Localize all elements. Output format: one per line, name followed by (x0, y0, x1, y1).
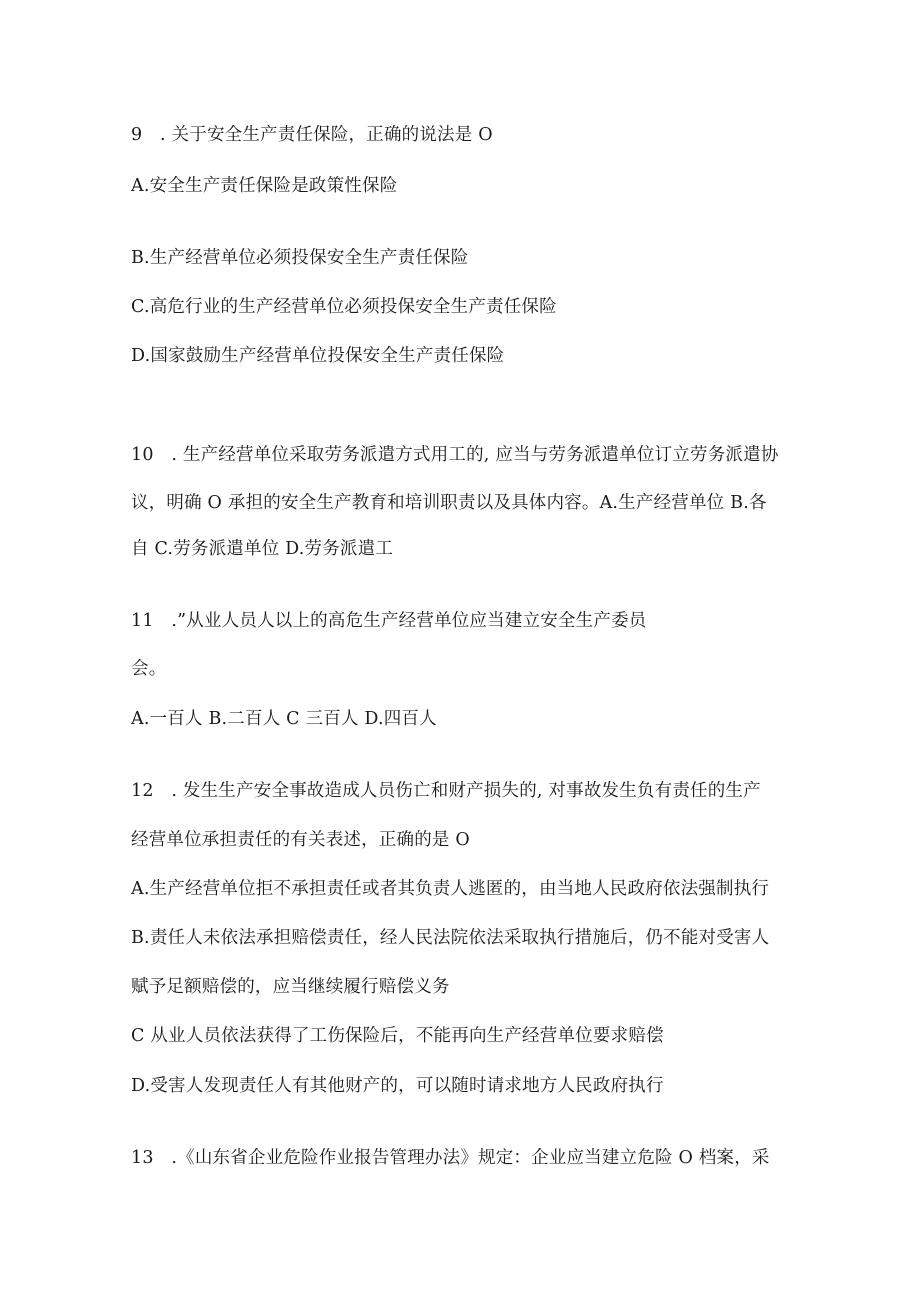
question-11-line-2: 会。 (131, 659, 167, 679)
question-12-option-c: C 从业人员依法获得了工伤保险后，不能再向生产经营单位要求赔偿 (131, 1026, 664, 1046)
question-9-option-b: B.生产经营单位必须投保安全生产责任保险 (131, 248, 469, 268)
question-9-option-c: C.高危行业的生产经营单位必须投保安全生产责任保险 (131, 297, 557, 317)
question-12-option-b-line-1: B.责任人未依法承担赔偿责任，经人民法院依法采取执行措施后，仍不能对受害人 (131, 928, 770, 948)
question-10-line-3: 自 C.劳务派遣单位 D.劳务派遣工 (131, 539, 394, 559)
question-12-line-2: 经营单位承担责任的有关表述，正确的是 O (131, 830, 470, 850)
question-11-line-1: 11 .”从业人员人以上的高危生产经营单位应当建立安全生产委员 (131, 611, 647, 631)
question-13-line-1: 13 .《山东省企业危险作业报告管理办法》规定：企业应当建立危险 O 档案，采 (131, 1148, 770, 1168)
question-9-stem: 9 . 关于安全生产责任保险，正确的说法是 O (131, 125, 493, 145)
question-9-option-a: A.安全生产责任保险是政策性保险 (131, 176, 398, 196)
question-10-line-2: 议，明确 O 承担的安全生产教育和培训职责以及具体内容。A.生产经营单位 B.各 (131, 493, 767, 513)
question-12-option-a: A.生产经营单位拒不承担责任或者其负责人逃匿的，由当地人民政府依法强制执行 (131, 879, 770, 899)
question-11-options: A.一百人 B.二百人 C 三百人 D.四百人 (131, 709, 437, 729)
question-12-option-d: D.受害人发现责任人有其他财产的，可以随时请求地方人民政府执行 (131, 1076, 664, 1096)
question-12-option-b-line-2: 赋予足额赔偿的，应当继续履行赔偿义务 (131, 977, 450, 997)
question-10-line-1: 10 . 生产经营单位采取劳务派遣方式用工的, 应当与劳务派遣单位订立劳务派遣协 (131, 445, 779, 465)
question-12-line-1: 12 . 发生生产安全事故造成人员伤亡和财产损失的, 对事故发生负有责任的生产 (131, 781, 761, 801)
question-9-option-d: D.国家鼓励生产经营单位投保安全生产责任保险 (131, 346, 505, 366)
